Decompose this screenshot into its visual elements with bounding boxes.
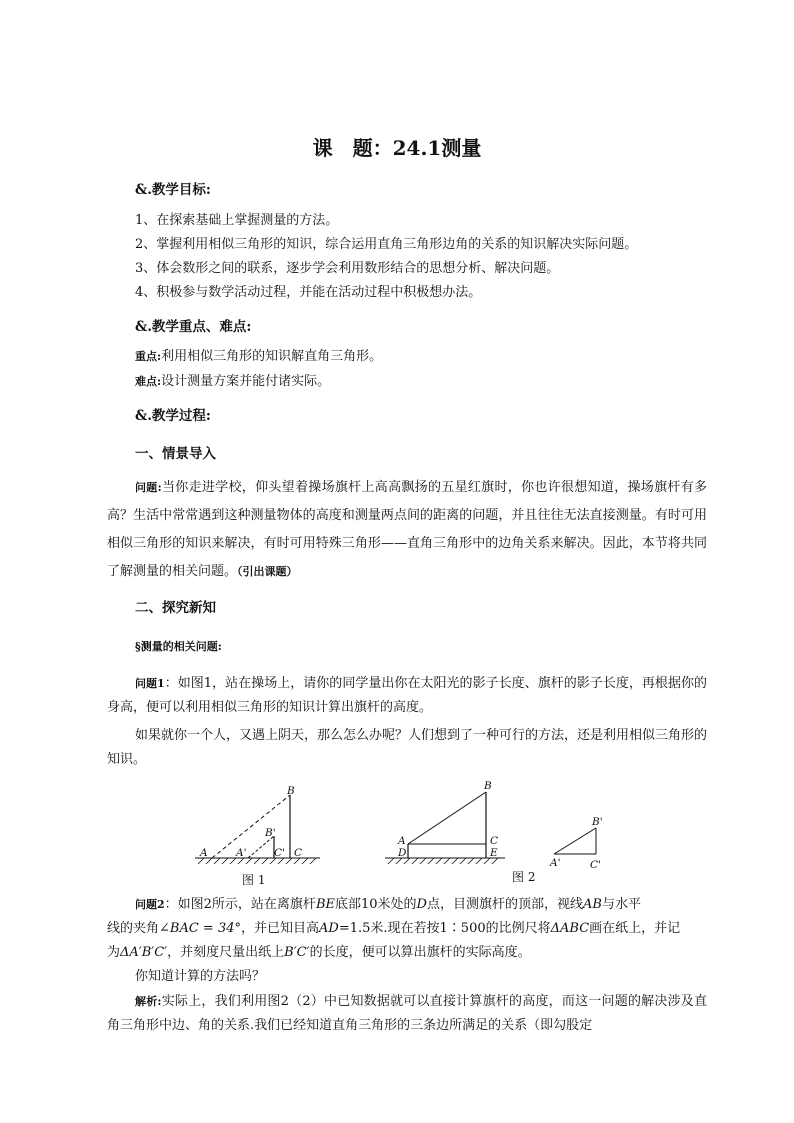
- p2-text-1b: 底部10米处的: [334, 897, 417, 912]
- p2-text-1a: ：如图2所示，站在离旗杆: [164, 897, 316, 912]
- objective-item-2: 2、掌握利用相似三角形的知识，综合运用直角三角形边角的关系的知识解决实际问题。: [135, 237, 638, 252]
- problem-2-line-2: [107, 920, 680, 938]
- intro-question-label: 问题:: [135, 481, 162, 494]
- scaled-hypotenuse: [554, 828, 596, 854]
- figure-2-scaled-triangle: [540, 812, 610, 872]
- difficulty-line: [135, 373, 330, 391]
- subheading-measure: §测量的相关问题:: [135, 640, 222, 653]
- problem-2-label: 问题2: [135, 898, 165, 911]
- p2-triangle-prime: ΔA′B′C′: [120, 945, 168, 960]
- focus-line: [135, 348, 382, 366]
- key-points-heading: &.教学重点、难点:: [135, 319, 252, 335]
- difficulty-label: 难点:: [135, 375, 162, 388]
- p2-text-2a: 线的夹角: [107, 921, 160, 936]
- problem-2-line-1: [135, 896, 641, 914]
- fig2-label-A: A: [398, 835, 406, 847]
- analysis-text: 实际上，我们利用图2（2）中已知数据就可以直接计算旗杆的高度，而这一问题的解决涉及直角三角形中边、角的关系.我们已经知道直角三角形的三条边所满足的关系（即勾股定: [107, 994, 708, 1033]
- focus-text: 利用相似三角形的知识解直角三角形。: [161, 349, 383, 364]
- fig1-label-C-prime: C': [274, 847, 285, 859]
- p2-text-3b: ，并刻度尺量出纸上: [167, 945, 285, 960]
- section-2-heading: 二、探究新知: [135, 600, 216, 616]
- p2-text-1e: 与水平: [601, 897, 641, 912]
- problem-1-followup: 如果就你一个人，又遇上阴天，那么怎么办呢？人们想到了一种可行的方法，还是利用相似三角形的知识。: [107, 728, 708, 767]
- section-1-heading: 一、情景导入: [135, 446, 216, 462]
- problem-1-text: ：如图1，站在操场上，请你的同学量出你在太阳光的影子长度、旗杆的影子长度，再根据你的身高，便可以利用相似三角形的知识计算出旗杆的高度。: [107, 676, 707, 715]
- p2-text-3c: 的长度，便可以算出旗杆的实际高度。: [309, 945, 531, 960]
- fig1-label-A: A: [200, 847, 208, 859]
- figure-1: [190, 780, 330, 890]
- fig2-line-of-sight: [408, 792, 486, 844]
- fig1-small-ray: [248, 836, 274, 858]
- p2-var-D: D: [416, 897, 427, 912]
- fig1-label-A-prime: A': [236, 847, 247, 859]
- figure-2: [380, 772, 510, 888]
- fig1-label-B: B: [287, 785, 295, 797]
- p2-var-AD: AD: [319, 921, 339, 936]
- p2-angle: ∠BAC = 34°: [159, 921, 241, 936]
- focus-label: 重点:: [135, 350, 162, 363]
- scaled-label-C-prime: C': [590, 859, 601, 871]
- intro-question-text: 当你走进学校，仰头望着操场旗杆上高高飘扬的五星红旗时，你也许很想知道，操场旗杆有多高？生活中常常遇到这种测量物体的高度和测量两点间的距离的问题，并且往往无法直接测量。有时可用相似三角形的知识来解决，有时可用特殊三角形——直角三角形中的边角关系来解决。因此，本节将共同了解测量的相关问题。: [107, 480, 707, 579]
- fig2-label-D: D: [398, 847, 407, 859]
- figure-2-caption: 图 2: [512, 870, 536, 884]
- analysis-paragraph: [107, 990, 707, 1038]
- objective-item-4: 4、积极参与数学活动过程，并能在活动过程中积极想办法。: [135, 285, 482, 300]
- objective-item-1: 1、在探索基础上掌握测量的方法。: [135, 213, 339, 228]
- scaled-label-B-prime: B': [592, 816, 603, 828]
- p2-text-2c: =1.5米.现在若按1∶500的比例尺将: [338, 921, 551, 936]
- difficulty-text: 设计测量方案并能付诸实际。: [161, 374, 331, 389]
- analysis-label: 解析:: [135, 995, 162, 1008]
- p2-text-3a: 为: [107, 945, 121, 960]
- p2-text-2b: ，并已知目高: [241, 921, 320, 936]
- objectives-heading: &.教学目标:: [135, 182, 211, 198]
- fig2-label-C: C: [490, 835, 499, 847]
- fig1-label-C: C: [294, 847, 303, 859]
- page-title: 课 题：24.1测量: [312, 136, 482, 160]
- fig2-label-B: B: [484, 780, 492, 792]
- p2-triangle-ABC: ΔABC: [550, 921, 590, 936]
- scaled-label-A-prime: A': [550, 857, 561, 869]
- figure-1-caption: 图 1: [242, 873, 266, 887]
- problem-2-question: 你知道计算的方法吗？: [135, 969, 266, 984]
- p2-var-BE: BE: [315, 897, 335, 912]
- p2-var-AB: AB: [582, 897, 602, 912]
- intro-question-paragraph: [107, 474, 707, 586]
- problem-1-paragraph: [107, 672, 707, 720]
- fig1-label-B-prime: B': [265, 827, 276, 839]
- p2-var-BC-prime: B′C′: [284, 945, 310, 960]
- fig2-label-E: E: [490, 847, 498, 859]
- intro-question-tag: （引出课题）: [237, 565, 298, 578]
- p2-text-2d: 画在纸上，并记: [589, 921, 681, 936]
- problem-2-line-3: [107, 944, 531, 962]
- process-heading: &.教学过程:: [135, 408, 211, 424]
- problem-1-label: 问题1: [135, 677, 165, 690]
- objective-item-3: 3、体会数形之间的联系，逐步学会利用数形结合的思想分析、解决问题。: [135, 261, 560, 276]
- p2-text-1c: 点，目测旗杆的顶部，视线: [426, 897, 583, 912]
